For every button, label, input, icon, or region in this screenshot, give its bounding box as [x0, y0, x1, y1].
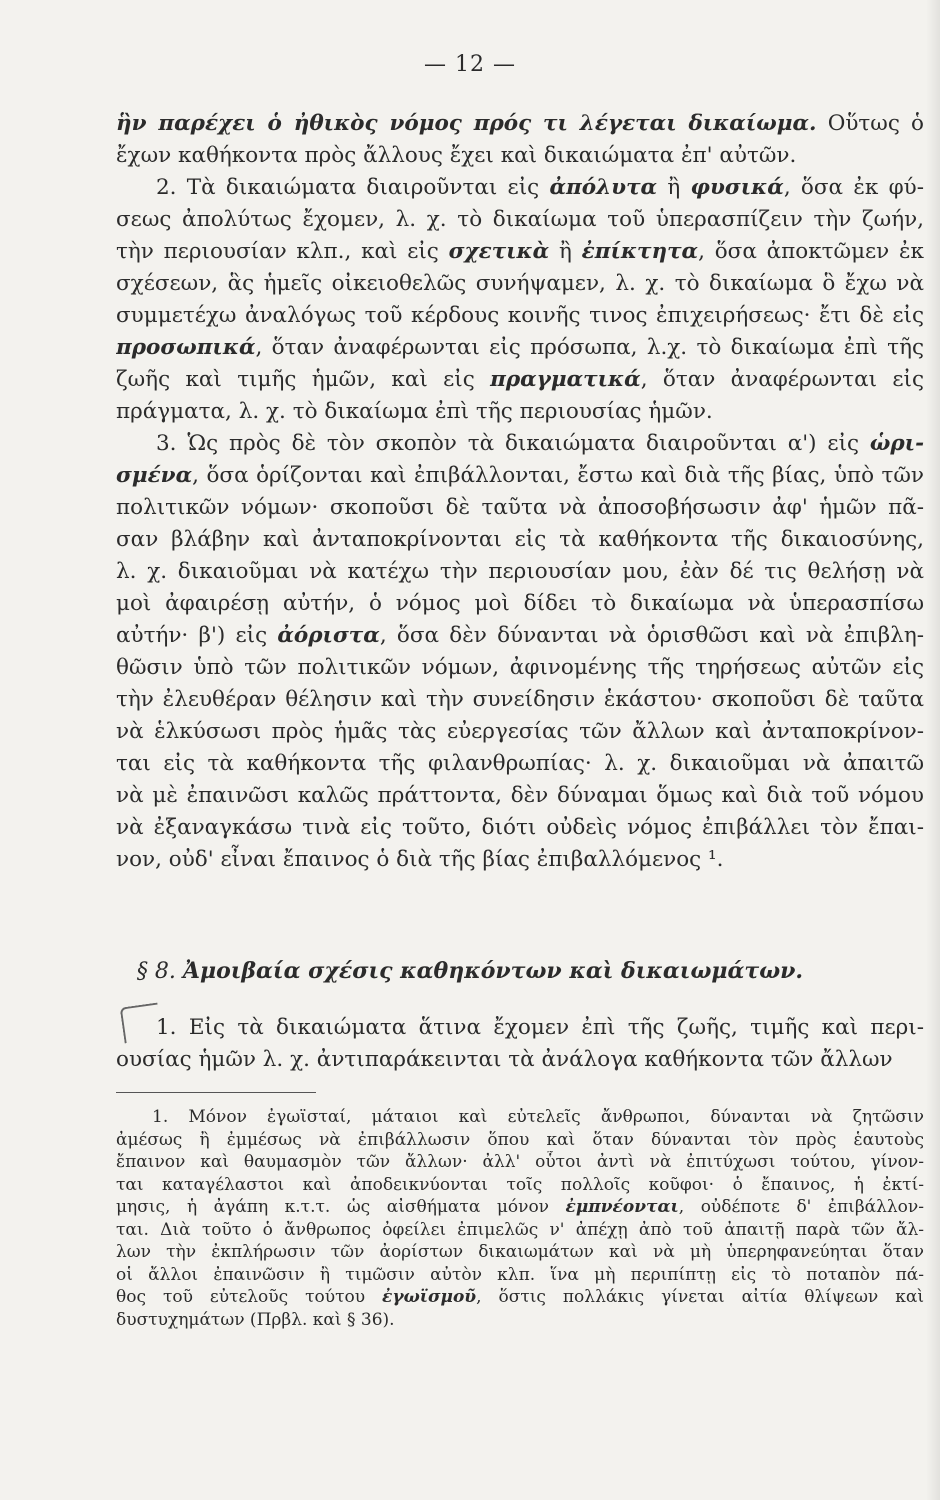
text-run: σεως ἀπολύτως ἔχομεν, λ. χ. τὸ δικαίωμα τοῦ ὑπερασπίζειν τὴν ζωήν, — [116, 207, 924, 232]
text-line — [116, 1174, 924, 1197]
text-line — [116, 460, 924, 492]
text-run: , ὅστις πολλάκις γίνεται αἰτία θλίψεων καὶ — [476, 1287, 924, 1307]
text-run: λ. χ. δικαιοῦμαι νὰ κατέχω τὴν περιουσίαν μου, ἐὰν δέ τις θελήσῃ νὰ — [116, 559, 924, 584]
text-line — [116, 1219, 924, 1242]
text-run: ἔχων καθήκοντα πρὸς ἄλλους ἔχει καὶ δικαιώματα ἐπ' αὐτῶν. — [116, 143, 797, 168]
emphasized-term: ἀόριστα — [277, 623, 380, 648]
text-line — [116, 1241, 924, 1264]
text-line — [116, 1129, 924, 1152]
text-line — [116, 1286, 924, 1309]
text-line — [116, 588, 924, 620]
text-run: , ὅταν ἀναφέρωνται εἰς — [640, 367, 924, 392]
text-line — [116, 1106, 924, 1129]
text-line — [116, 844, 924, 876]
text-run: , ὅσα δὲν δύνανται νὰ ὁρισθῶσι καὶ νὰ ἐπιβλη- — [379, 623, 924, 648]
text-line — [116, 1264, 924, 1287]
text-line — [116, 556, 924, 588]
text-line — [116, 428, 924, 460]
text-line — [116, 108, 924, 140]
text-run: θῶσιν ὑπὸ τῶν πολιτικῶν νόμων, ἀφινομένης τῆς τηρήσεως αὐτῶν εἰς — [116, 655, 924, 680]
text-line — [116, 1196, 924, 1219]
emphasized-term: ἣν παρέχει ὁ ἠθικὸς νόμος πρός τι λέγεται δικαίωμα. — [116, 111, 817, 136]
text-line — [116, 524, 924, 556]
text-run: πράγματα, λ. χ. τὸ δικαίωμα ἐπὶ τῆς περιουσίας ἡμῶν. — [116, 399, 713, 424]
text-run: 2. Τὰ δικαιώματα διαιροῦνται εἰς — [156, 175, 550, 200]
text-line — [116, 396, 924, 428]
text-run: νὰ ἐξαναγκάσω τινὰ εἰς τοῦτο, διότι οὐδεὶς νόμος ἐπιβάλλει τὸν ἔπαι- — [116, 815, 924, 840]
text-line — [116, 748, 924, 780]
emphasized-term: ὡρι- — [869, 431, 924, 456]
text-run: οἱ ἄλλοι ἐπαινῶσιν ἢ τιμῶσιν αὐτὸν κλπ. ἵνα μὴ περιπίπτῃ εἰς τὸ ποταπὸν πά- — [116, 1264, 924, 1285]
footnote-rule — [116, 1092, 316, 1093]
text-run: αὐτήν· β') εἰς — [116, 623, 278, 648]
text-line — [116, 780, 924, 812]
section-heading — [0, 958, 940, 984]
text-run: , ὅσα ἀποκτῶμεν ἐκ — [698, 239, 924, 264]
text-line — [116, 684, 924, 716]
text-run: νὰ μὲ ἐπαινῶσι καλῶς πράττοντα, δὲν δύναμαι ὅμως καὶ διὰ τοῦ νόμου — [116, 783, 924, 808]
text-line — [116, 716, 924, 748]
section-paragraph — [116, 1012, 924, 1076]
text-run: , ὅταν ἀναφέρωνται εἰς πρόσωπα, λ.χ. τὸ δικαίωμα ἐπὶ τῆς — [255, 335, 924, 360]
text-line — [116, 364, 924, 396]
text-run: , ὅσα ἐκ φύ- — [783, 175, 924, 200]
text-run: θος τοῦ εὐτελοῦς τούτου — [116, 1287, 383, 1307]
text-line — [116, 492, 924, 524]
section-title: Ἀμοιβαία σχέσις καθηκόντων καὶ δικαιωμάτων. — [182, 958, 804, 984]
footnote — [116, 1106, 924, 1331]
text-run: ται καταγέλαστοι καὶ ἀποδεικνύονται τοῖς πολλοῖς κοῦφοι· ὁ ἔπαινος, ἡ ἐκτί- — [116, 1174, 924, 1195]
text-run: πολιτικῶν νόμων· σκοποῦσι δὲ ταῦτα νὰ ἀποσοβήσωσιν ἀφ' ἡμῶν πᾶ- — [116, 495, 924, 520]
emphasized-term: φυσικά — [690, 175, 784, 200]
emphasized-term: σμένα — [116, 463, 193, 488]
emphasized-term: ἐγωϊσμοῦ — [382, 1287, 477, 1307]
text-run: ται εἰς τὰ καθήκοντα τῆς φιλανθρωπίας· λ. χ. δικαιοῦμαι νὰ ἀπαιτῶ — [116, 751, 924, 776]
page-edge-shadow — [926, 0, 940, 1500]
text-run: μοὶ ἀφαιρέσῃ αὐτήν, ὁ νόμος μοὶ δίδει τὸ δικαίωμα νὰ ὑπερασπίσω — [116, 591, 924, 616]
text-run: 3. Ὡς πρὸς δὲ τὸν σκοπὸν τὰ δικαιώματα διαιροῦνται α') εἰς — [156, 431, 870, 456]
text-run: λων τὴν ἐκπλήρωσιν τῶν ἀορίστων δικαιωμάτων καὶ νὰ μὴ ὑπερηφανεύηται ὅταν — [116, 1242, 924, 1262]
text-line — [116, 1309, 924, 1332]
emphasized-term: ἀπόλυτα — [549, 175, 658, 200]
text-line — [116, 1151, 924, 1174]
text-run: ζωῆς καὶ τιμῆς ἡμῶν, καὶ εἰς — [116, 367, 491, 392]
text-line — [116, 332, 924, 364]
emphasized-term: προσωπικά — [116, 335, 256, 360]
text-line — [116, 300, 924, 332]
text-line — [116, 268, 924, 300]
text-run: Οὕτως ὁ — [816, 111, 924, 136]
text-run: σαν βλάβην καὶ ἀνταποκρίνονται εἰς τὰ καθήκοντα τῆς δικαιοσύνης, — [116, 527, 924, 552]
text-run: σχέσεων, ἃς ἡμεῖς οἰκειοθελῶς συνήψαμεν, λ. χ. τὸ δικαίωμα ὃ ἔχω νὰ — [116, 271, 924, 296]
text-run: τὴν ἐλευθέραν θέλησιν καὶ τὴν συνείδησιν ἑκάστου· σκοποῦσι δὲ ταῦτα — [116, 687, 924, 712]
text-line — [116, 652, 924, 684]
text-line — [116, 620, 924, 652]
text-run: ἢ — [549, 239, 582, 264]
text-line — [116, 204, 924, 236]
text-run: , οὐδέποτε δ' ἐπιβάλλον- — [678, 1197, 924, 1217]
text-run: ἢ — [657, 175, 691, 200]
emphasized-term: πραγματικά — [490, 367, 641, 392]
text-line: ουσίας ἡμῶν λ. χ. ἀντιπαράκεινται τὰ ἀνάλογα καθήκοντα τῶν ἄλλων — [116, 1047, 893, 1072]
text-run: ἔπαινον καὶ θαυμασμὸν τῶν ἄλλων· ἀλλ' οὗτοι ἀντὶ νὰ ἐπιτύχωσι τούτου, γίνον- — [116, 1152, 924, 1172]
emphasized-term: ἐμπνέονται — [565, 1197, 679, 1217]
main-text — [116, 108, 924, 876]
text-line — [116, 140, 924, 172]
emphasized-term: ἐπίκτητα — [581, 239, 699, 264]
text-run: , ὅσα ὁρίζονται καὶ ἐπιβάλλονται, ἔστω καὶ διὰ τῆς βίας, ὑπὸ τῶν — [192, 463, 924, 488]
text-run: δυστυχημάτων (Πρβλ. καὶ § 36). — [116, 1309, 395, 1330]
text-run: συμμετέχω ἀναλόγως τοῦ κέρδους κοινῆς τινος ἐπιχειρήσεως· ἔτι δὲ εἰς — [116, 303, 924, 328]
text-run: νον, οὐδ' εἶναι ἔπαινος ὁ διὰ τῆς βίας ἐπιβαλλόμενος ¹. — [116, 847, 724, 872]
text-run: νὰ ἑλκύσωσι πρὸς ἡμᾶς τὰς εὐεργεσίας τῶν ἄλλων καὶ ἀνταποκρίνον- — [116, 719, 924, 744]
text-run: ται. Διὰ τοῦτο ὁ ἄνθρωπος ὀφείλει ἐπιμελῶς ν' ἀπέχῃ ἀπὸ τοῦ ἀπαιτῇ παρὰ τῶν ἄλ- — [116, 1219, 924, 1240]
text-line — [116, 812, 924, 844]
text-run: ἀμέσως ἢ ἐμμέσως νὰ ἐπιβάλλωσιν ὅπου καὶ ὅταν δύνανται τὸν πρὸς ἑαυτοὺς — [116, 1129, 924, 1150]
text-line — [116, 172, 924, 204]
page-number: — 12 — — [424, 52, 516, 77]
text-run: τὴν περιουσίαν κλπ., καὶ εἰς — [116, 239, 449, 264]
section-number: § 8. — [136, 959, 176, 984]
text-line: 1. Εἰς τὰ δικαιώματα ἅτινα ἔχομεν ἐπὶ τῆς ζωῆς, τιμῆς καὶ περι- — [156, 1015, 924, 1040]
emphasized-term: σχετικὰ — [448, 239, 550, 264]
text-run: μησις, ἡ ἀγάπη κ.τ.τ. ὡς αἰσθήματα μόνον — [116, 1197, 566, 1217]
text-run: 1. Μόνον ἐγωϊσταί, μάταιοι καὶ εὐτελεῖς ἄνθρωποι, δύνανται νὰ ζητῶσιν — [152, 1107, 924, 1127]
text-line — [116, 236, 924, 268]
